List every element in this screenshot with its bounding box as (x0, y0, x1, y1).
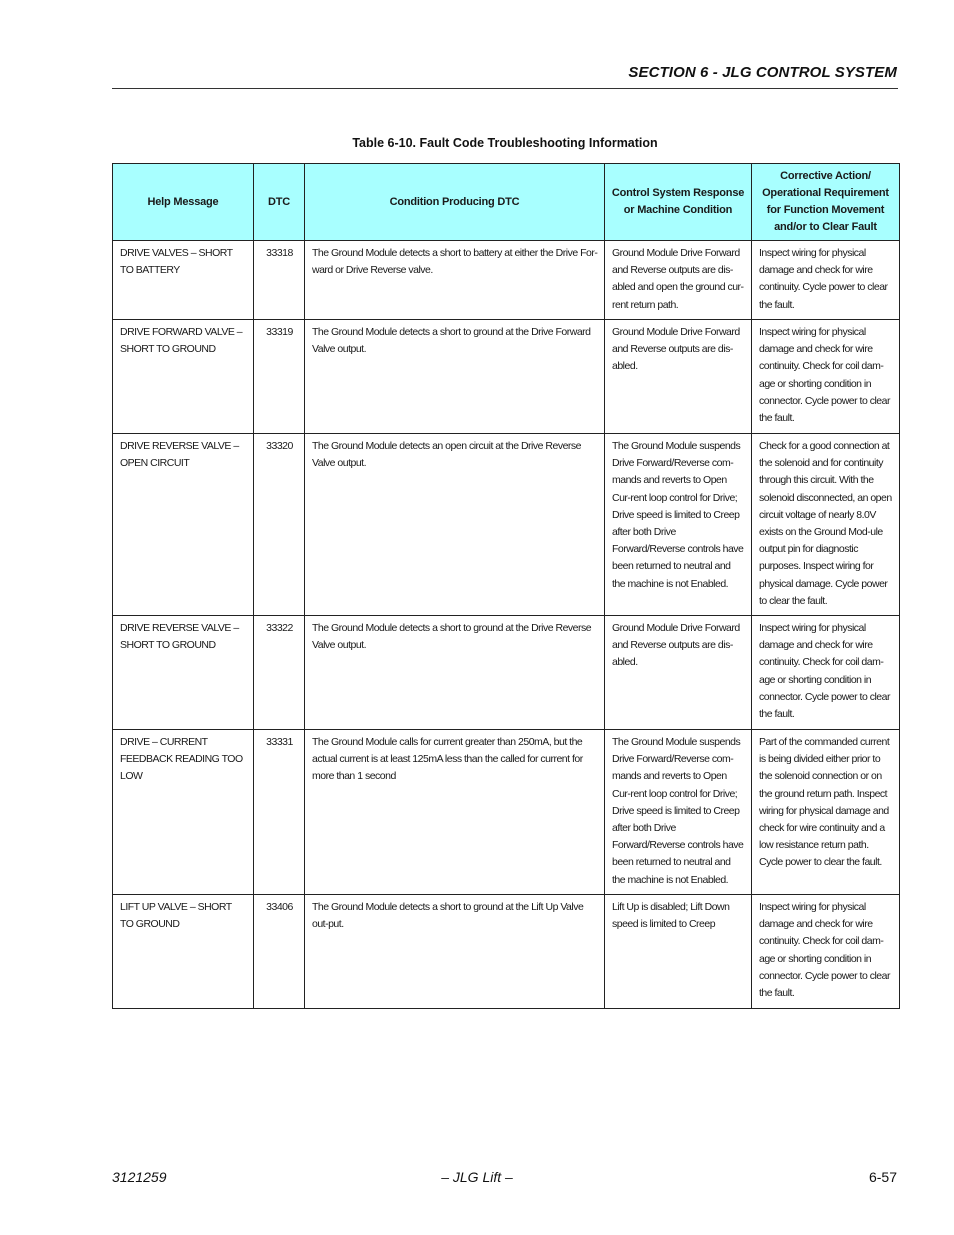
dtc-cell: 33318 (254, 241, 305, 320)
action-cell: Inspect wiring for physical damage and check for wire continuity. Check for coil dam-age or shorting condition in connector. Cycle power to clear the fault. (752, 616, 900, 730)
dtc-cell: 33322 (254, 616, 305, 730)
column-header-response: Control System Response or Machine Condition (605, 164, 752, 241)
dtc-cell: 33319 (254, 320, 305, 434)
response-cell: Lift Up is disabled; Lift Down speed is limited to Creep (605, 895, 752, 1009)
table-title: Table 6-10. Fault Code Troubleshooting Information (352, 136, 658, 150)
help-message-cell: DRIVE REVERSE VALVE – SHORT TO GROUND (113, 616, 254, 730)
action-cell: Check for a good connection at the solenoid and for continuity through this circuit. With the solenoid disconnected, an open circuit voltage of nearly 8.0V exists on the Ground Mod-ule output pin for diagnostic purposes. Inspect wiring for physical damage. Cycle power to clear the fault. (752, 434, 900, 616)
column-header-corrective-action: Corrective Action/ Operational Requirement for Function Movement and/or to Clear Fault (752, 164, 900, 241)
help-message-cell: DRIVE FORWARD VALVE – SHORT TO GROUND (113, 320, 254, 434)
header-divider (112, 88, 898, 89)
fault-code-table (112, 163, 900, 1009)
footer-brand: – JLG Lift – (441, 1169, 513, 1185)
help-message-cell: DRIVE – CURRENT FEEDBACK READING TOO LOW (113, 730, 254, 895)
action-cell: Inspect wiring for physical damage and check for wire continuity. Cycle power to clear the fault. (752, 241, 900, 320)
condition-cell: The Ground Module detects a short to ground at the Drive Forward Valve output. (305, 320, 605, 434)
help-message-cell: DRIVE VALVES – SHORT TO BATTERY (113, 241, 254, 320)
action-cell: Part of the commanded current is being divided either prior to the solenoid connection or on the ground return path. Inspect wiring for physical damage and check for wire continuity and a low resistance return path. Cycle power to clear the fault. (752, 730, 900, 895)
condition-cell: The Ground Module detects a short to ground at the Lift Up Valve out-put. (305, 895, 605, 1009)
response-cell: Ground Module Drive Forward and Reverse outputs are dis-abled and open the ground cur-rent return path. (605, 241, 752, 320)
page-number: 6-57 (868, 1169, 897, 1185)
table-row (113, 434, 900, 616)
table-header-row (113, 164, 900, 241)
action-cell: Inspect wiring for physical damage and check for wire continuity. Check for coil dam-age or shorting condition in connector. Cycle power to clear the fault. (752, 895, 900, 1009)
document-number: 3121259 (112, 1169, 167, 1185)
response-cell: The Ground Module suspends Drive Forward/Reverse com-mands and reverts to Open Cur-rent loop control for Drive; Drive speed is limited to Creep after both Drive Forward/Reverse controls have been returned to neutral and the machine is not Enabled. (605, 730, 752, 895)
condition-cell: The Ground Module detects an open circuit at the Drive Reverse Valve output. (305, 434, 605, 616)
table-row (113, 730, 900, 895)
dtc-cell: 33320 (254, 434, 305, 616)
column-header-help-message: Help Message (113, 164, 254, 241)
table-row (113, 895, 900, 1009)
response-cell: The Ground Module suspends Drive Forward/Reverse com-mands and reverts to Open Cur-rent loop control for Drive; Drive speed is limited to Creep after both Drive Forward/Reverse controls have been returned to neutral and the machine is not Enabled. (605, 434, 752, 616)
response-cell: Ground Module Drive Forward and Reverse outputs are dis-abled. (605, 320, 752, 434)
action-cell: Inspect wiring for physical damage and check for wire continuity. Check for coil dam-age or shorting condition in connector. Cycle power to clear the fault. (752, 320, 900, 434)
condition-cell: The Ground Module detects a short to battery at either the Drive For-ward or Drive Reverse valve. (305, 241, 605, 320)
table-row (113, 241, 900, 320)
table-row (113, 320, 900, 434)
help-message-cell: DRIVE REVERSE VALVE – OPEN CIRCUIT (113, 434, 254, 616)
table-row (113, 616, 900, 730)
section-title: SECTION 6 - JLG CONTROL SYSTEM (628, 64, 897, 81)
help-message-cell: LIFT UP VALVE – SHORT TO GROUND (113, 895, 254, 1009)
column-header-dtc: DTC (254, 164, 305, 241)
response-cell: Ground Module Drive Forward and Reverse outputs are dis-abled. (605, 616, 752, 730)
condition-cell: The Ground Module calls for current greater than 250mA, but the actual current is at least 125mA less than the called for current for more than 1 second (305, 730, 605, 895)
dtc-cell: 33406 (254, 895, 305, 1009)
condition-cell: The Ground Module detects a short to ground at the Drive Reverse Valve output. (305, 616, 605, 730)
column-header-condition: Condition Producing DTC (305, 164, 605, 241)
dtc-cell: 33331 (254, 730, 305, 895)
